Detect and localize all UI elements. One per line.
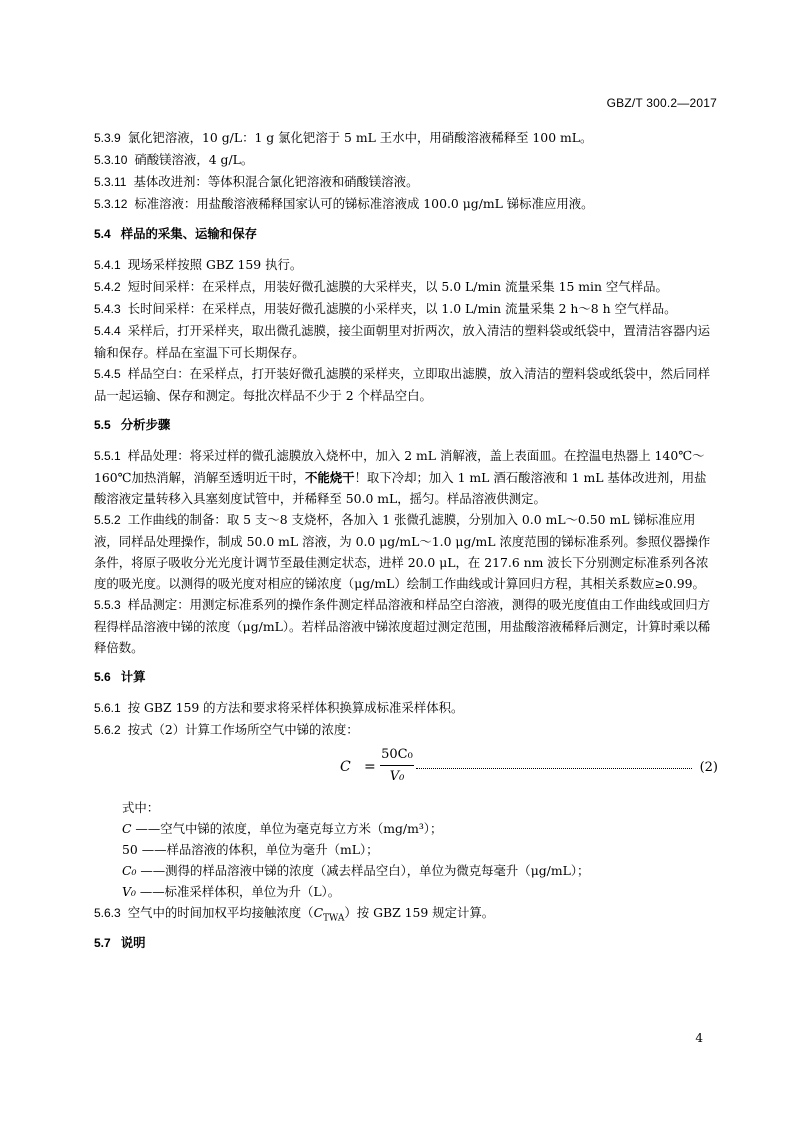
formula-lhs: C — [340, 759, 351, 775]
clause-5-4-5 — [94, 363, 718, 406]
clause-number: 5.4.4 — [94, 324, 121, 338]
clause-text-continued: ）按 GBZ 159 规定计算。 — [344, 905, 495, 920]
section-number: 5.5 — [94, 418, 111, 432]
page-number: 4 — [695, 1031, 703, 1045]
clause-5-3-9 — [94, 127, 718, 149]
formula-2 — [94, 745, 718, 793]
clause-5-6-2 — [94, 719, 718, 741]
clause-text: 样品测定：用测定标准系列的操作条件测定样品溶液和样品空白溶液，测得的吸光度值由工作曲线或回归方程得样品溶液中锑的浓度（μg/mL）。若样品溶液中锑浓度超过测定范围，用盐酸溶液稀释后测定，计算时乘以稀释倍数。 — [94, 597, 711, 655]
clause-text: 短时间采样：在采样点，用装好微孔滤膜的大采样夹，以 5.0 L/min 流量采集 15 min 空气样品。 — [127, 279, 668, 294]
formula-denominator: V₀ — [389, 769, 405, 784]
clause-5-4-3 — [94, 298, 718, 320]
clause-number: 5.3.10 — [94, 153, 128, 167]
definition-symbol: 50 — [122, 842, 138, 857]
definitions-intro: 式中： — [122, 800, 160, 815]
clause-text: 按式（2）计算工作场所空气中锑的浓度： — [127, 722, 359, 737]
definition-text: ——空气中锑的浓度，单位为毫克每立方米（mg/m³）； — [131, 821, 443, 836]
section-number: 5.7 — [94, 936, 111, 950]
clause-text: 硝酸镁溶液，4 g/L。 — [134, 152, 254, 167]
section-heading-5-6 — [94, 667, 718, 688]
warning-text: 不能烧干 — [304, 470, 355, 485]
section-heading-5-4 — [94, 224, 718, 245]
definition-item — [122, 881, 718, 902]
clause-5-4-2 — [94, 276, 718, 298]
definition-item — [122, 839, 718, 860]
definition-text: ——样品溶液的体积，单位为毫升（mL）； — [137, 842, 379, 857]
formula-leader-dots — [416, 768, 692, 769]
clause-number: 5.3.12 — [94, 197, 128, 211]
section-heading-5-5 — [94, 415, 718, 436]
clause-5-4-1 — [94, 254, 718, 276]
clause-5-6-3 — [94, 902, 718, 924]
definition-symbol: V₀ — [122, 884, 136, 899]
clause-text-continued: ！取下冷却；加入 1 mL 酒石酸溶液和 1 mL 基体改进剂，用盐酸溶液定量转移入具塞刻度试管中，并稀释至 50.0 mL，摇匀。样品溶液供测定。 — [94, 470, 707, 506]
formula-fraction — [380, 745, 414, 788]
formula-number: (2) — [699, 760, 718, 775]
clause-5-5-1 — [94, 445, 718, 509]
clause-text: 工作曲线的制备：取 5 支～8 支烧杯，各加入 1 张微孔滤膜，分别加入 0.0 mL～0.50 mL 锑标准应用液，同样品处理操作，制成 50.0 mL 溶液，为 0.0 μg/mL～1.0 μg/mL 浓度范围的锑标准系列。参照仪器操作条件，将原子吸收分光光度计调节至最佳测定状态，进样 20.0 μL，在 217.6 nm 波长下分别测定标准系列各浓度的吸光度。以测得的吸光度对相应的锑浓度（μg/mL）绘制工作曲线或计算回归方程，其相关系数应≥0.99。 — [94, 512, 711, 591]
clause-text: 基体改进剂：等体积混合氯化钯溶液和硝酸镁溶液。 — [133, 174, 419, 189]
clause-number: 5.6.2 — [94, 723, 121, 737]
symbol-definitions — [94, 797, 718, 902]
clause-5-6-1 — [94, 697, 718, 719]
clause-number: 5.3.9 — [94, 131, 121, 145]
clause-number: 5.4.5 — [94, 367, 121, 381]
clause-number: 5.5.2 — [94, 513, 121, 527]
clause-number: 5.6.1 — [94, 701, 121, 715]
definition-item — [122, 860, 718, 881]
clause-text: 空气中的时间加权平均接触浓度（ — [127, 905, 314, 920]
formula-numerator: 50C₀ — [380, 745, 414, 766]
clause-5-5-3 — [94, 594, 718, 658]
clause-number: 5.4.1 — [94, 258, 121, 272]
definition-symbol: C₀ — [122, 863, 137, 878]
section-title: 分析步骤 — [120, 418, 171, 432]
clause-number: 5.5.1 — [94, 449, 121, 463]
definition-item — [122, 818, 718, 839]
clause-number: 5.4.3 — [94, 302, 121, 316]
section-title: 样品的采集、运输和保存 — [120, 227, 257, 241]
clause-text: 按 GBZ 159 的方法和要求将采样体积换算成标准采样体积。 — [127, 700, 464, 715]
clause-text: 采样后，打开采样夹，取出微孔滤膜，接尘面朝里对折两次，放入清洁的塑料袋或纸袋中，置清洁容器内运输和保存。样品在室温下可长期保存。 — [94, 323, 711, 360]
standard-code-header: GBZ/T 300.2—2017 — [606, 96, 717, 110]
clause-number: 5.3.11 — [94, 175, 127, 189]
definition-text: ——测得的样品溶液中锑的浓度（减去样品空白），单位为微克每毫升（μg/mL）； — [136, 863, 590, 878]
clause-5-5-2 — [94, 509, 718, 594]
clause-5-4-4 — [94, 320, 718, 363]
clause-text: 标准溶液：用盐酸溶液稀释国家认可的锑标准溶液成 100.0 μg/mL 锑标准应用液。 — [134, 196, 594, 211]
clause-5-3-11 — [94, 171, 718, 193]
clause-number: 5.5.3 — [94, 598, 121, 612]
clause-text: 现场采样按照 GBZ 159 执行。 — [127, 257, 303, 272]
clause-5-3-10 — [94, 149, 718, 171]
document-body — [94, 127, 718, 963]
section-number: 5.6 — [94, 670, 111, 684]
clause-text: 氯化钯溶液，10 g/L：1 g 氯化钯溶于 5 mL 王水中，用硝酸溶液稀释至 100 mL。 — [127, 130, 593, 145]
twa-symbol: C — [313, 905, 324, 920]
definition-symbol: C — [122, 821, 132, 836]
clause-text: 样品空白：在采样点，打开装好微孔滤膜的采样夹，立即取出滤膜，放入清洁的塑料袋或纸袋中，然后同样品一起运输、保存和测定。每批次样品不少于 2 个样品空白。 — [94, 366, 711, 403]
section-heading-5-7 — [94, 933, 718, 954]
definition-text: ——标准采样体积，单位为升（L）。 — [135, 884, 341, 899]
section-title: 计算 — [120, 670, 146, 684]
section-number: 5.4 — [94, 227, 111, 241]
formula-equals: = — [364, 759, 376, 775]
section-title: 说明 — [120, 936, 146, 950]
clause-number: 5.6.3 — [94, 906, 121, 920]
clause-text: 长时间采样：在采样点，用装好微孔滤膜的小采样夹，以 1.0 L/min 流量采集 2 h～8 h 空气样品。 — [127, 301, 677, 316]
clause-number: 5.4.2 — [94, 280, 121, 294]
clause-text: 样品处理：将采过样的微孔滤膜放入烧杯中，加入 2 mL 消解液，盖上表面皿。在控温电热器上 140℃～160℃加热消解，消解至透明近干时， — [94, 448, 705, 485]
clause-5-3-12 — [94, 193, 718, 215]
twa-subscript: TWA — [323, 913, 345, 924]
